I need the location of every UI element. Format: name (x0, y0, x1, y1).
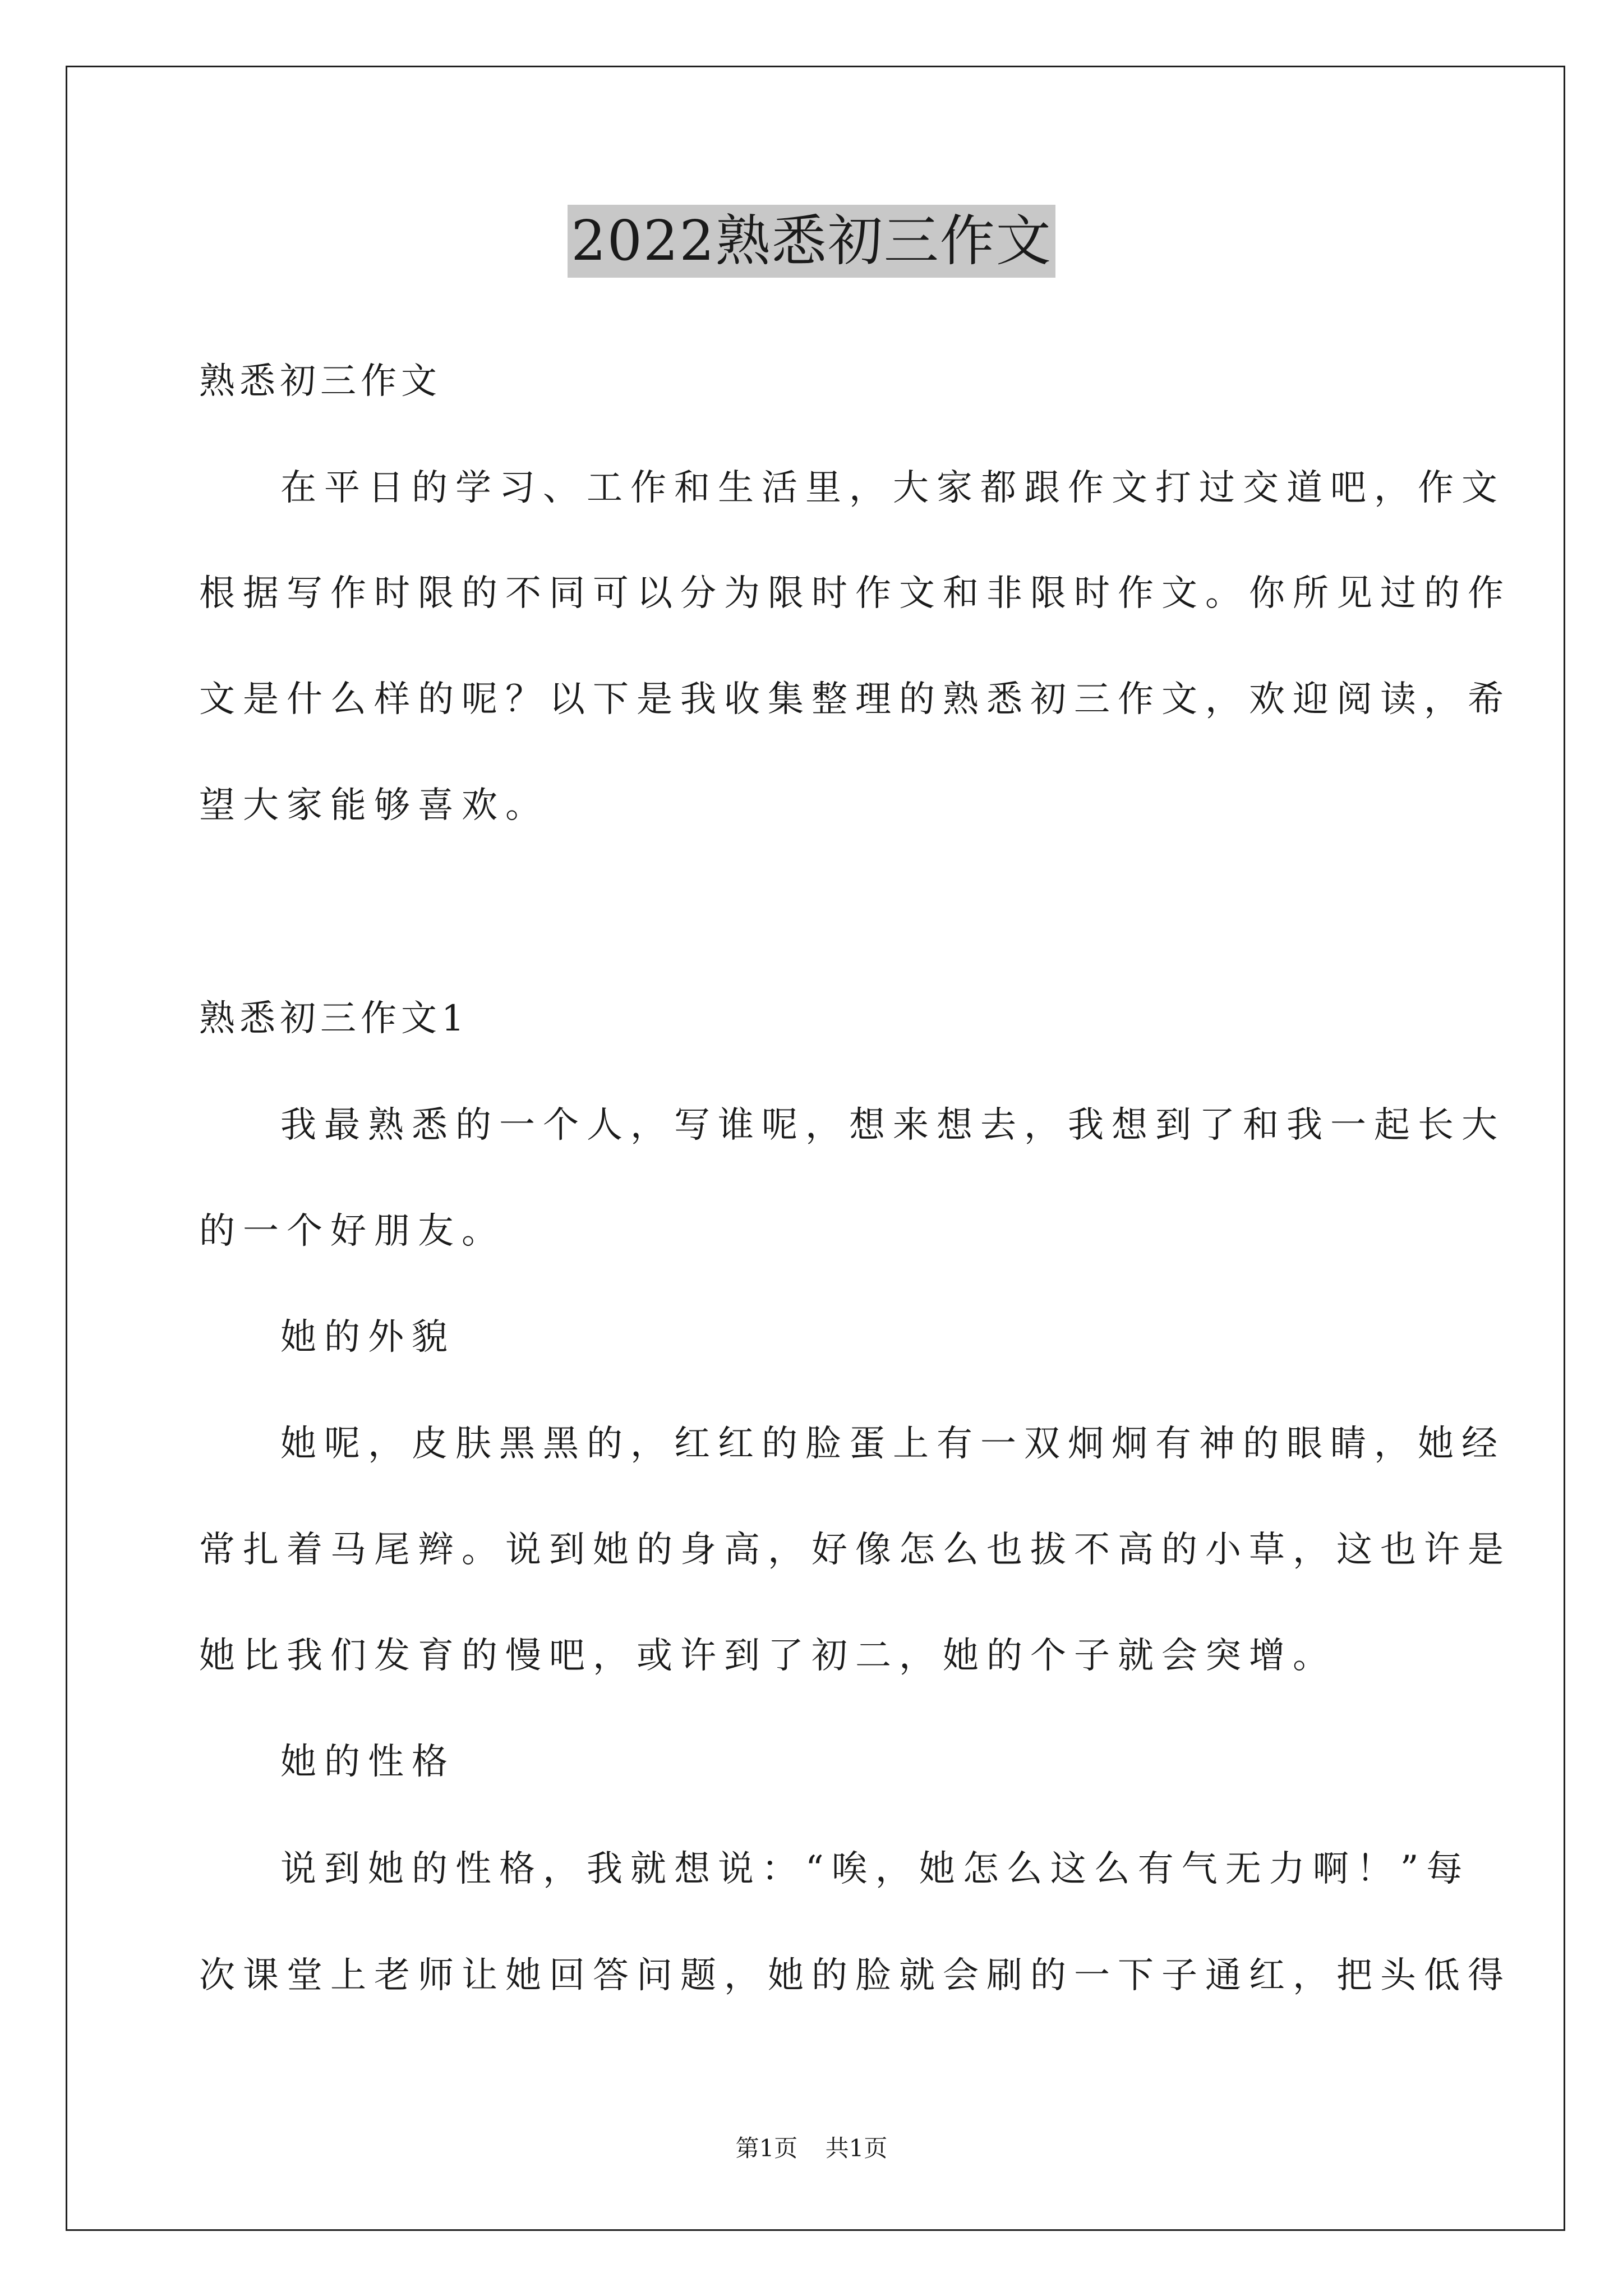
paragraph-line: 说到她的性格，我就想说：“唉，她怎么这么有气无力啊！”每 (280, 1848, 1470, 1890)
document-title: 2022熟悉初三作文 (568, 205, 1055, 278)
section-heading: 她的性格 (280, 1741, 455, 1783)
paragraph-line: 根据写作时限的不同可以分为限时作文和非限时作文。你所见过的作 (199, 573, 1511, 614)
page-number: 第1页 (735, 2134, 798, 2162)
paragraph-line: 她比我们发育的慢吧，或许到了初二，她的个子就会突增。 (199, 1635, 1336, 1677)
paragraph-line: 常扎着马尾辫。说到她的身高，好像怎么也拔不高的小草，这也许是 (199, 1529, 1511, 1571)
paragraph-line: 她呢，皮肤黑黑的，红红的脸蛋上有一双炯炯有神的眼睛，她经 (280, 1423, 1505, 1465)
subtitle-heading: 熟悉初三作文 (199, 361, 441, 402)
paragraph-line: 的一个好朋友。 (199, 1211, 505, 1252)
paragraph-line: 我最熟悉的一个人，写谁呢，想来想去，我想到了和我一起长大 (280, 1105, 1505, 1146)
title-container (0, 205, 1623, 278)
paragraph-line: 望大家能够喜欢。 (199, 785, 549, 826)
paragraph-line: 文是什么样的呢？以下是我收集整理的熟悉初三作文，欢迎阅读，希 (199, 679, 1511, 720)
page-footer (0, 2132, 1623, 2165)
essay-heading: 熟悉初三作文1 (199, 998, 469, 1039)
paragraph-line: 次课堂上老师让她回答问题，她的脸就会刷的一下子通红，把头低得 (199, 1955, 1511, 1996)
paragraph-line: 在平日的学习、工作和生活里，大家都跟作文打过交道吧，作文 (280, 467, 1505, 509)
page-total: 共1页 (825, 2134, 888, 2162)
section-heading: 她的外貌 (280, 1317, 455, 1358)
